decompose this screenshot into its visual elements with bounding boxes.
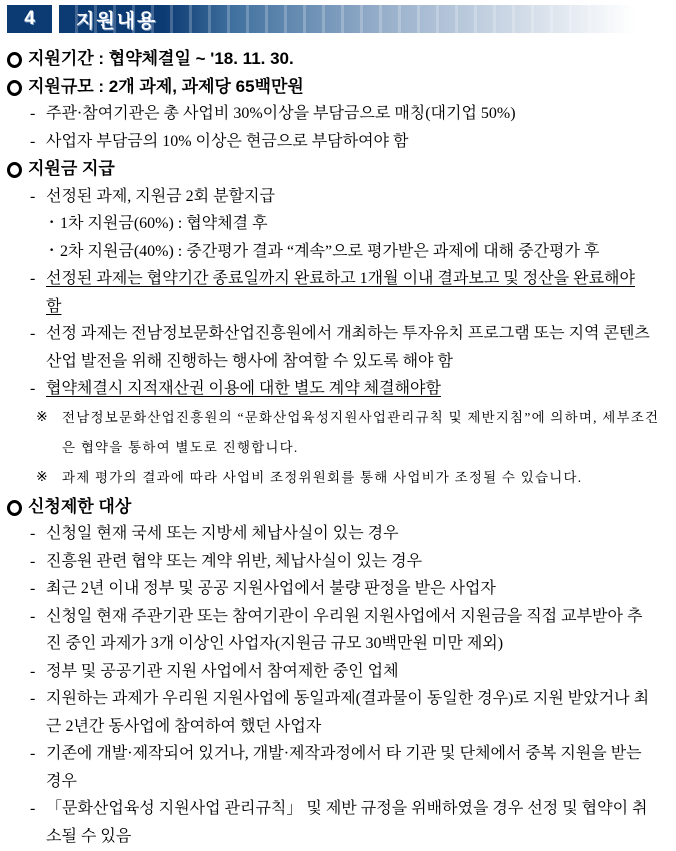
item-text: 「문화산업육성 지원사업 관리규칙」 및 제반 규정을 위배하였을 경우 선정 및 협약이 취소될 수 있음 [46,800,648,845]
dash-marker-icon: - [30,187,36,205]
dot-marker-icon: · [49,241,55,259]
item-text: 2차 지원금(40%) : 중간평가 결과 “계속”으로 평가받은 과제에 대해 중간평가 후 [60,242,600,260]
dash-marker-icon: - [30,745,36,762]
item-text: 전남정보문화산업진흥원의 “문화산업육성지원사업관리규칙 및 제반지침”에 의하며, 세부조건은 협약을 통하여 별도로 진행합니다. [62,409,660,455]
item-text: 사업자 부담금의 10% 이상은 현금으로 부담하여야 함 [46,132,409,150]
list-item [0,210,676,238]
list-item [0,320,676,375]
section-title-banner [59,5,676,33]
item-text: 과제 평가의 결과에 따라 사업비 조정위원회를 통해 사업비가 조정될 수 있습니다. [62,469,583,485]
item-text: 1차 지원금(60%) : 협약체결 후 [60,215,268,232]
document-body [0,45,676,850]
list-item [0,238,676,266]
list-item [0,183,676,211]
section-header [7,5,676,33]
dash-marker-icon: - [30,580,36,597]
item-text: 신청제한 대상 [28,496,132,516]
list-item [0,463,676,493]
item-text: 지원기간 : 협약체결일 ~ '18. 11. 30. [28,49,294,68]
list-item [0,155,676,183]
circle-bullet-icon [7,52,22,68]
item-text: 신청일 현재 주관기관 또는 참여기관이 우리원 지원사업에서 지원금을 직접 교부받아 추진 중인 과제가 3개 이상인 사업자(지원금 규모 30백만원 미만 제외) [46,607,643,652]
list-item [0,685,676,740]
section-number: 4 [24,8,35,29]
dash-marker-icon: - [30,800,36,817]
note-marker-icon: ※ [36,469,48,485]
item-text: 진흥원 관련 협약 또는 계약 위반, 체납사실이 있는 경우 [46,552,423,570]
dash-marker-icon: - [30,552,36,570]
dash-marker-icon: - [30,132,36,150]
list-item [0,375,676,403]
list-item [0,603,676,658]
list-item [0,265,676,320]
list-item [0,658,676,686]
note-marker-icon: ※ [36,409,48,425]
item-text: 선정된 과제, 지원금 2회 분할지급 [46,187,275,205]
dash-marker-icon: - [30,662,36,680]
circle-bullet-icon [7,500,22,516]
dot-marker-icon: · [49,214,55,231]
circle-bullet-icon [7,80,22,96]
item-text: 지원금 지급 [28,159,115,178]
dash-marker-icon: - [30,105,36,122]
circle-bullet-icon [7,162,22,178]
dash-marker-icon: - [30,270,36,287]
item-text: 최근 2년 이내 정부 및 공공 지원사업에서 불량 판정을 받은 사업자 [46,580,496,597]
item-text: 지원규모 : 2개 과제, 과제당 65백만원 [28,76,304,96]
list-item [0,100,676,128]
list-item [0,493,676,521]
list-item [0,520,676,548]
item-text: 정부 및 공공기관 지원 사업에서 참여제한 중인 업체 [46,662,399,680]
item-text: 신청일 현재 국세 또는 지방세 체납사실이 있는 경우 [46,525,399,542]
list-item [0,45,676,73]
section-title: 지원내용 [76,10,158,32]
list-item [0,548,676,576]
list-item [0,740,676,795]
item-text: 주관·참여기관은 총 사업비 30%이상을 부담금으로 매칭(대기업 50%) [46,105,516,122]
list-item [0,403,676,463]
dash-marker-icon: - [30,607,36,625]
dash-marker-icon: - [30,690,36,707]
list-item [0,128,676,156]
section-number-badge [7,5,52,33]
item-text: 선정 과제는 전남정보문화산업진흥원에서 개최하는 투자유치 프로그램 또는 지역 콘텐츠산업 발전을 위해 진행하는 행사에 참여할 수 있도록 해야 함 [46,325,650,370]
list-item [0,73,676,101]
dash-marker-icon: - [30,525,36,542]
dash-marker-icon: - [30,380,36,397]
item-text: 지원하는 과제가 우리원 지원사업에 동일과제(결과물이 동일한 경우)로 지원 받았거나 최근 2년간 동사업에 참여하여 했던 사업자 [46,690,650,735]
item-text: 기존에 개발·제작되어 있거나, 개발·제작과정에서 타 기관 및 단체에서 중복 지원을 받는 경우 [46,745,642,790]
dash-marker-icon: - [30,325,36,342]
list-item [0,795,676,850]
list-item [0,575,676,603]
item-text: 협약체결시 지적재산권 이용에 대한 별도 계약 체결해야함 [46,380,441,397]
item-text: 선정된 과제는 협약기간 종료일까지 완료하고 1개월 이내 결과보고 및 정산을 완료해야 함 [46,270,635,315]
